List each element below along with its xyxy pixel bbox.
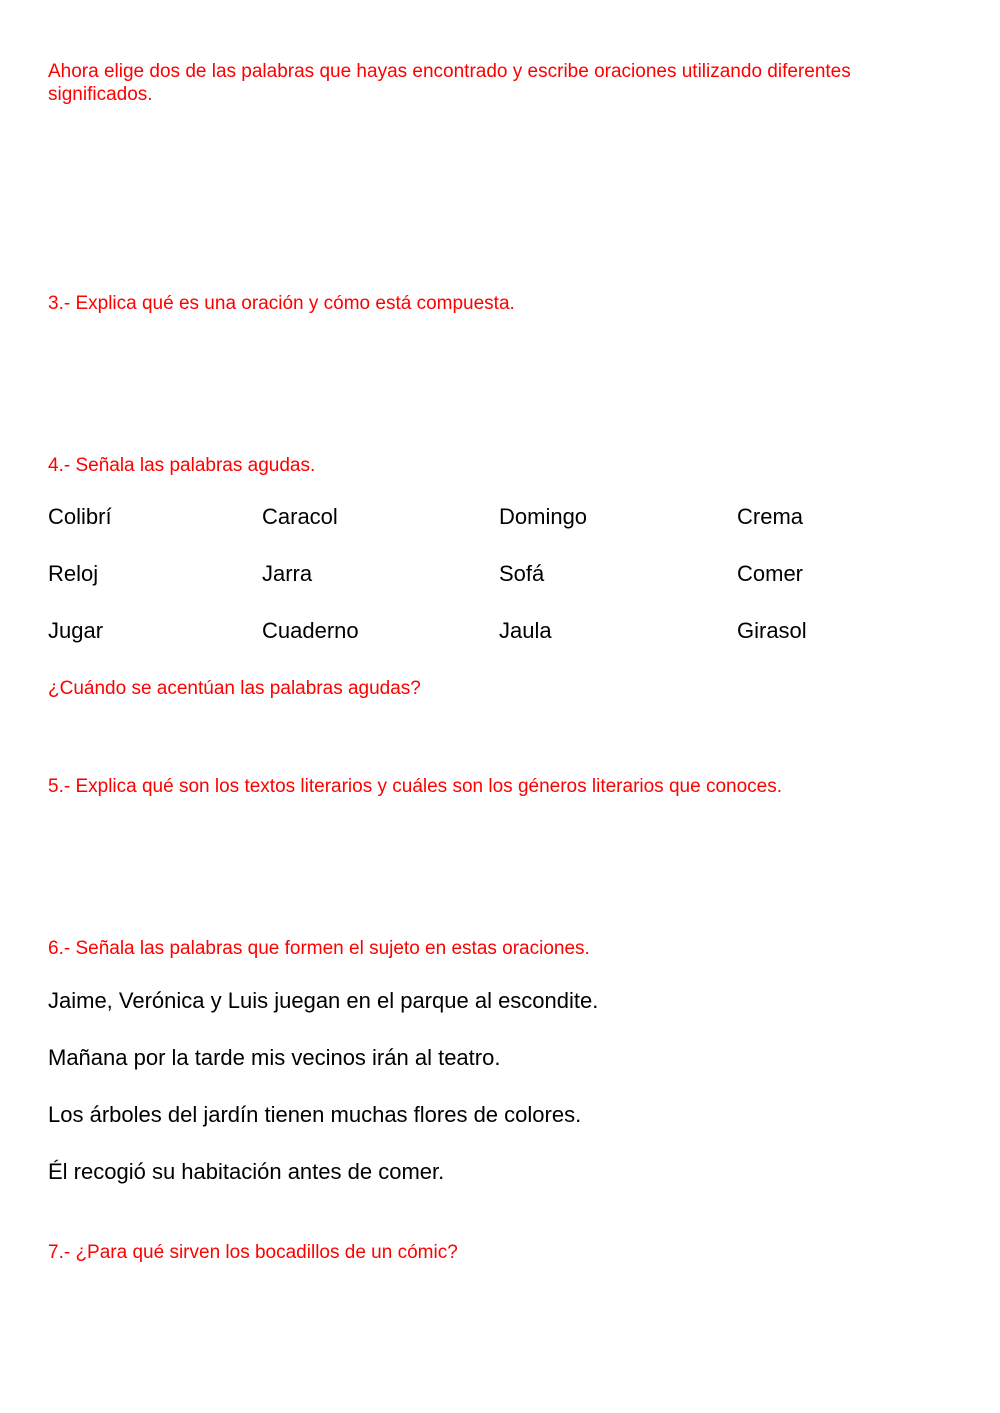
word-item[interactable]: Jaula bbox=[499, 618, 552, 643]
q3-answer-area[interactable] bbox=[48, 322, 948, 442]
q7-prompt: 7.- ¿Para qué sirven los bocadillos de un cómic? bbox=[48, 1242, 458, 1263]
word-item[interactable]: Domingo bbox=[499, 504, 588, 529]
q7-answer-area[interactable] bbox=[48, 1272, 948, 1392]
word-item[interactable]: Sofá bbox=[499, 561, 545, 586]
sentence-item[interactable]: Jaime, Verónica y Luis juegan en el parque al escondite. bbox=[48, 988, 599, 1013]
word-item[interactable]: Colibrí bbox=[48, 504, 112, 529]
intro-instruction: Ahora elige dos de las palabras que hayas encontrado y escribe oraciones utilizando diferentes significados. bbox=[48, 61, 851, 105]
q5-prompt: 5.- Explica qué son los textos literarios y cuáles son los géneros literarios que conoces. bbox=[48, 776, 782, 797]
sentence-item[interactable]: Mañana por la tarde mis vecinos irán al teatro. bbox=[48, 1045, 501, 1070]
word-item[interactable]: Girasol bbox=[737, 618, 807, 643]
q4-prompt: 4.- Señala las palabras agudas. bbox=[48, 455, 316, 476]
q4-answer-area[interactable] bbox=[48, 706, 948, 766]
sentence-item[interactable]: Él recogió su habitación antes de comer. bbox=[48, 1159, 445, 1184]
q4-followup: ¿Cuándo se acentúan las palabras agudas? bbox=[48, 678, 421, 699]
intro-answer-area[interactable] bbox=[48, 110, 948, 280]
q3-prompt: 3.- Explica qué es una oración y cómo está compuesta. bbox=[48, 293, 515, 314]
q4-word-grid bbox=[48, 504, 948, 675]
word-row bbox=[48, 561, 948, 618]
q6-prompt: 6.- Señala las palabras que formen el sujeto en estas oraciones. bbox=[48, 938, 590, 959]
word-row bbox=[48, 504, 948, 561]
word-item[interactable]: Cuaderno bbox=[262, 618, 359, 643]
word-item[interactable]: Jugar bbox=[48, 618, 104, 643]
word-item[interactable]: Comer bbox=[737, 561, 804, 586]
word-item[interactable]: Caracol bbox=[262, 504, 338, 529]
word-item[interactable]: Crema bbox=[737, 504, 804, 529]
q5-answer-area[interactable] bbox=[48, 806, 948, 926]
word-row bbox=[48, 618, 948, 675]
sentence-item[interactable]: Los árboles del jardín tienen muchas flores de colores. bbox=[48, 1102, 582, 1127]
word-item[interactable]: Jarra bbox=[262, 561, 313, 586]
word-item[interactable]: Reloj bbox=[48, 561, 99, 586]
